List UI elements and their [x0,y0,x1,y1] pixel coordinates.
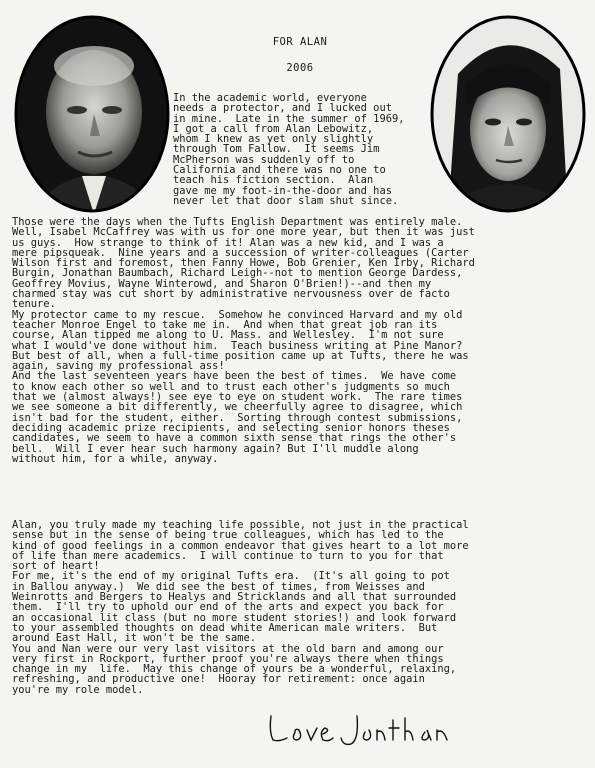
handwritten-signature [265,710,465,750]
text-line: of life than mere academics. I will continue to turn to you for that [12,549,444,562]
text-line: that we (almost always!) see eye to eye on student work. The rare times [12,391,463,404]
text-line: Geoffrey Movius, Wayne Winterowd, and Sharon O'Brien!)--and then my [12,277,432,290]
text-line: Weinrotts and Bergers to Healys and Stricklands and all that surrounded [12,591,457,604]
text-line: Wilson first and foremost, then Fanny Howe, Bob Grenier, Ken Irby, Richard [12,257,475,270]
text-line: refreshing, and productive one! Hooray for retirement: once again [12,673,425,686]
text-line: sort of heart! [12,560,100,573]
text-line: kind of good feelings in a common endeavor that gives heart to a lot more [12,539,469,552]
text-line: to your assembled thoughts on dead white American male writers. But [12,621,438,634]
text-line: I got a call from Alan Lebowitz, [173,122,374,135]
text-line: teacher Monroe Engel to take me in. And when that great job ran its [12,318,438,331]
text-line: Well, Isabel McCaffrey was with us for one more year, but then it was just [12,226,475,239]
text-line: You and Nan were our very last visitors at the old barn and among our [12,642,444,655]
text-line: gave me my foot-in-the-door and has [173,184,392,197]
text-line: through Tom Fallow. It seems Jim [173,143,380,156]
text-line: an occasional lit class (but no more student stories!) and look forward [12,611,457,624]
text-line: For me, it's the end of my original Tufts era. (It's all going to pot [12,570,450,583]
text-line: Alan, you truly made my teaching life possible, not just in the practical [12,519,469,531]
text-line: you're my role model. [12,683,144,696]
text-line: in Ballou anyway.) We did see the best of times, from Weisses and [12,580,425,593]
text-line: tenure. [12,298,56,311]
text-line: And the last seventeen years have been the best of times. We have come [12,370,457,383]
text-line: what I would've done without him. Teach business writing at Pine Manor? [12,339,463,352]
text-line: McPherson was suddenly off to [173,153,355,166]
text-line: we see someone a bit differently, we cheerfully agree to disagree, which [12,401,463,414]
text-line: without him, for a while, anyway. [12,452,219,465]
text-line: candidates, we seem to have a common sixth sense that rings the other's [12,432,457,445]
text-line: needs a protector, and I lucked out [173,102,392,115]
text-line: sense but in the sense of being true colleagues, which has led to the [12,529,444,542]
letter-title: FOR ALAN [272,36,328,48]
text-line: teach his fiction section. Alan [173,174,374,187]
text-line: Burgin, Jonathan Baumbach, Richard Leigh--not to mention George Dardess, [12,267,463,280]
text-line: But best of all, when a full-time position came up at Tufts, there he was [12,349,469,362]
text-line: around East Hall, it won't be the same. [12,632,256,645]
text-line: never let that door slam shut since. [173,194,399,207]
text-line: again, saving my professional ass! [12,360,225,373]
body-paragraphs [12,217,475,464]
text-line: In the academic world, everyone [173,92,367,104]
intro-paragraph [173,93,404,206]
text-line: us guys. How strange to think of it! Alan was a new kid, and I was a [12,236,444,249]
text-line: to know each other so well and to trust each other's judgments so much [12,380,450,393]
text-line: very first in Rockport, further proof you're always there when things [12,652,444,665]
text-line: in mine. Late in the summer of 1969, [173,112,405,125]
closing-paragraphs [12,520,469,695]
letter-year: 2006 [286,62,314,74]
text-line: mere pipsqueak. Nine years and a succession of writer-colleagues (Carter [12,246,469,259]
text-line: charmed stay was cut short by administrative nervousness over de facto [12,288,450,301]
text-line: course, Alan tipped me along to U. Mass. and Wellesley. I'm not sure [12,329,444,342]
text-line: isn't bad for the student, either. Sorting through contest submissions, [12,411,463,424]
text-line: Those were the days when the Tufts English Department was entirely male. [12,216,463,228]
text-line: change in my life. May this change of yours be a wonderful, relaxing, [12,663,457,676]
portrait-bald-man [12,14,172,214]
text-line: deciding academic prize recipients, and selecting senior honors theses [12,421,450,434]
text-line: whom I knew as yet only slightly [173,133,374,146]
text-line: them. I'll try to uphold our end of the arts and expect you back for [12,601,444,614]
text-line: bell. Will I ever hear such harmony again? But I'll muddle along [12,442,419,455]
portrait-young-man [428,14,588,214]
text-line: My protector came to my rescue. Somehow he convinced Harvard and my old [12,308,463,321]
text-line: California and there was no one to [173,164,386,177]
